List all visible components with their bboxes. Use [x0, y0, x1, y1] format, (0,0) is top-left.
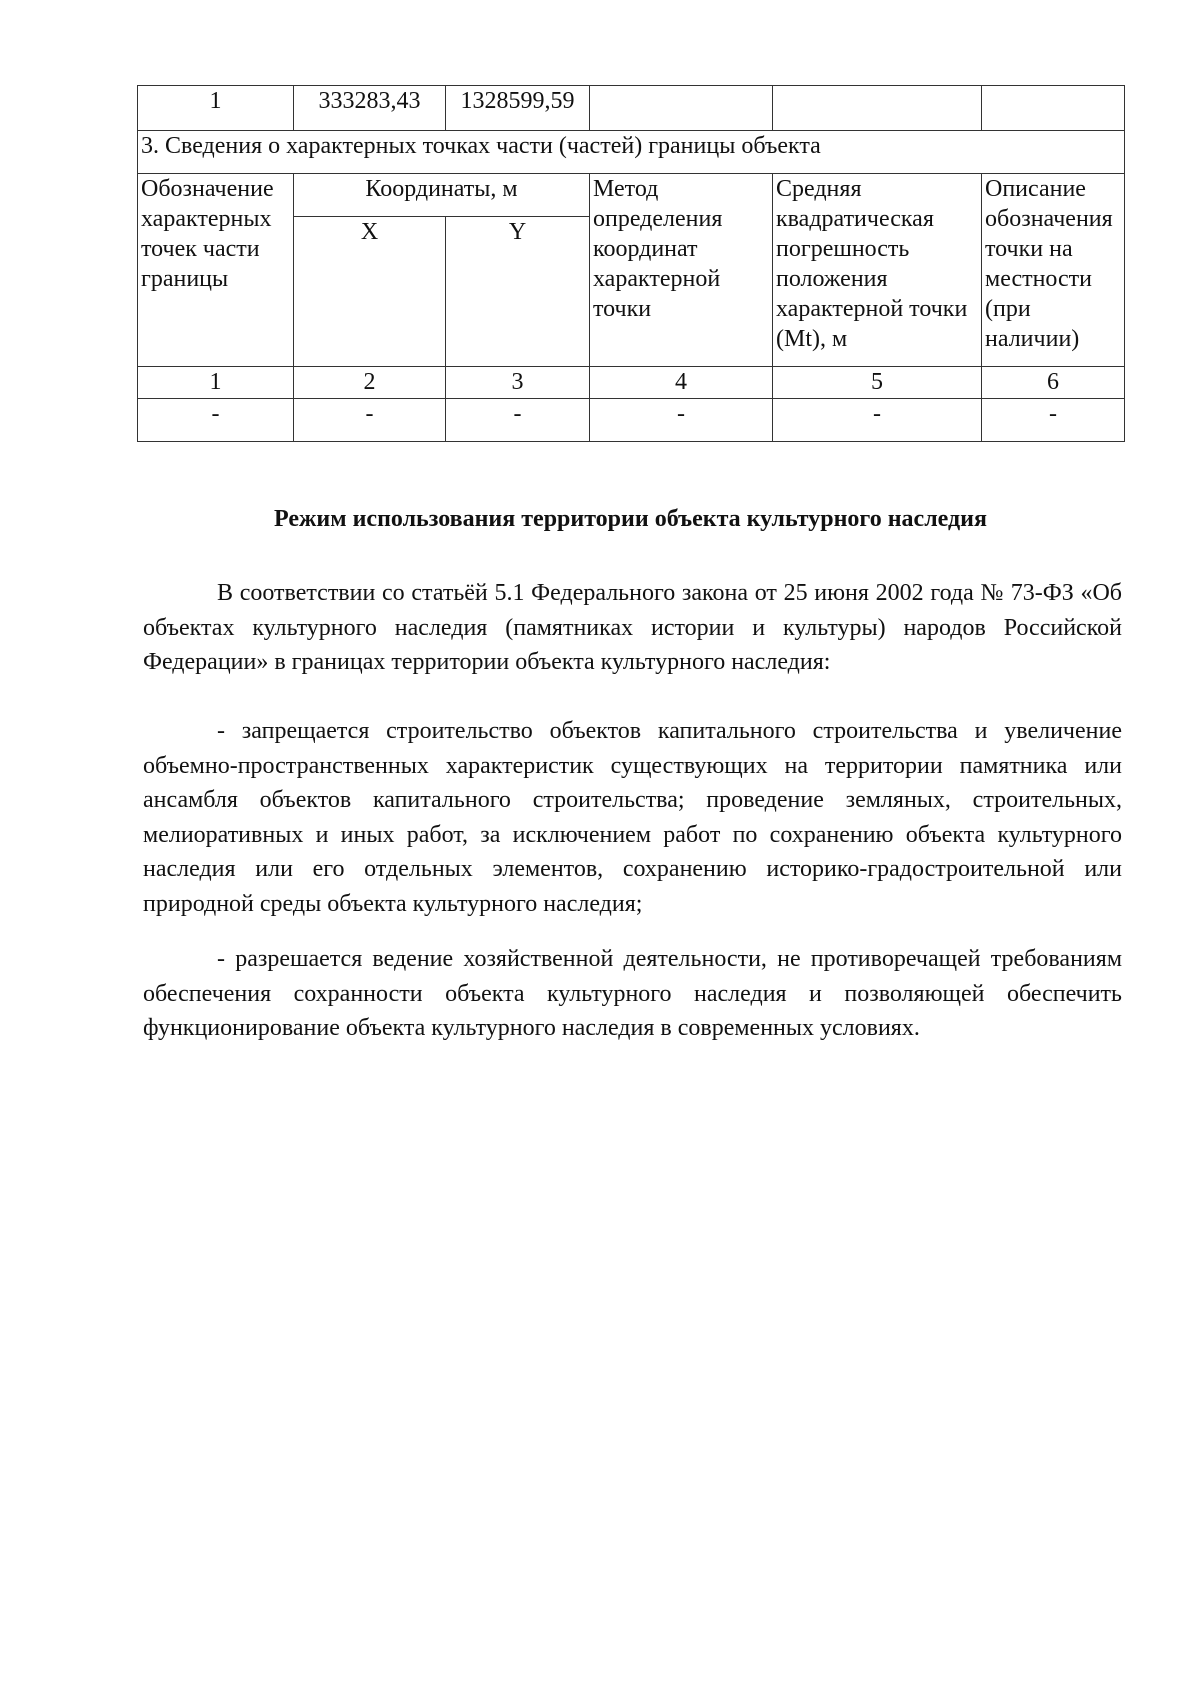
table-cell: -: [446, 399, 590, 442]
header-x: X: [294, 217, 446, 367]
header-description: Описание обозначения точки на местности (при наличии): [982, 174, 1125, 367]
table-row: [138, 86, 1125, 131]
table-cell: -: [294, 399, 446, 442]
paragraph: - разрешается ведение хозяйственной деятельности, не противоречащей требованиям обеспечения сохранности объекта культурного наследия и позволяющей обеспечить функционирование объекта культурного наследия в современных условиях.: [143, 946, 1122, 1041]
section-title-cell: 3. Сведения о характерных точках части (частей) границы объекта: [138, 131, 1125, 174]
paragraph: В соответствии со статьёй 5.1 Федерального закона от 25 июня 2002 года № 73-ФЗ «Об объектах культурного наследия (памятниках истории и культуры) народов Российской Федерации» в границах территории объекта культурного наследия:: [143, 580, 1122, 675]
column-number: 6: [982, 367, 1125, 399]
table-section-row: [138, 131, 1125, 174]
section-heading: Режим использования территории объекта культурного наследия: [274, 506, 987, 532]
table-cell: [590, 86, 773, 131]
table-cell: 1328599,59: [446, 86, 590, 131]
column-number: 1: [138, 367, 294, 399]
table-cell: 1: [138, 86, 294, 131]
table-row: [138, 399, 1125, 442]
table-cell: 333283,43: [294, 86, 446, 131]
header-method: Метод определения координат характерной точки: [590, 174, 773, 367]
table-cell: [982, 86, 1125, 131]
coordinates-table: [137, 85, 1125, 442]
header-designation: Обозначение характерных точек части границы: [138, 174, 294, 367]
column-number: 4: [590, 367, 773, 399]
table-cell: -: [590, 399, 773, 442]
table-cell: [773, 86, 982, 131]
table-cell: -: [773, 399, 982, 442]
header-accuracy: Средняя квадратическая погрешность положения характерной точки (Mt), м: [773, 174, 982, 367]
column-number: 5: [773, 367, 982, 399]
column-number-row: [138, 367, 1125, 399]
header-coordinates: Координаты, м: [294, 174, 590, 217]
header-y: Y: [446, 217, 590, 367]
table-cell: -: [138, 399, 294, 442]
table-cell: -: [982, 399, 1125, 442]
paragraph: - запрещается строительство объектов капитального строительства и увеличение объемно-пространственных характеристик существующих на территории памятника или ансамбля объектов капитального строительства; проведение земляных, строительных, мелиоративных и иных работ, за исключением работ по сохранению объекта культурного наследия или его отдельных элементов, сохранению историко-градостроительной или природной среды объекта культурного наследия;: [143, 718, 1122, 917]
column-number: 2: [294, 367, 446, 399]
column-number: 3: [446, 367, 590, 399]
table-header-row: [138, 174, 1125, 217]
